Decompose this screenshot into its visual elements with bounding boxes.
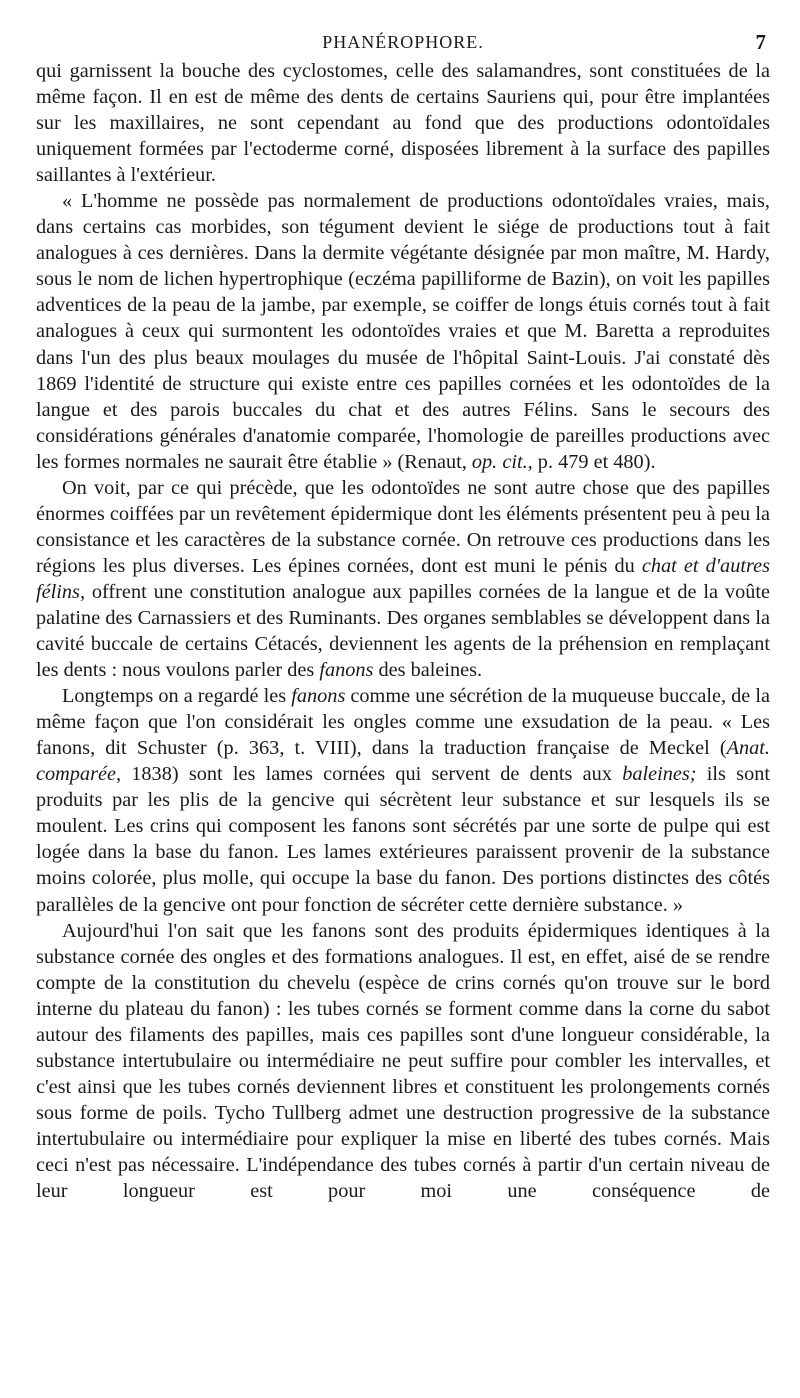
- text-run: « L'homme ne possède pas normalement de productions odontoïdales vraies, mais, dans certains cas morbides, son tégument devient le siége de productions tout à fait analogues à ces dernières. Dans la dermite végétante désignée par mon maître, M. Hardy, sous le nom de lichen hypertrophique (eczéma papilliforme de Bazin), on voit les papilles adventices de la peau de la jambe, par exemple, se coiffer de longs étuis cornés tout à fait analogues à ceux qui surmontent les odontoïdes vraies et que M. Baretta a reproduites dans l'un des plus beaux moulages du musée de l'hôpital Saint-Louis. J'ai constaté dès 1869 l'identité de structure qui existe entre ces papilles cornées et les odontoïdes de la langue et des parois buccales du chat et des autres Félins. Sans le secours des considérations générales d'anatomie comparée, l'homologie de pareilles productions avec les formes normales ne saurait être établie » (Renaut,: [36, 190, 770, 473]
- page-number: 7: [755, 30, 766, 54]
- paragraph-p5: [36, 918, 770, 1205]
- running-title: PHANÉROPHORE.: [322, 32, 484, 52]
- italic-text: chat et d'autres félins: [36, 554, 771, 603]
- italic-text: op. cit.: [471, 450, 528, 473]
- paragraph-p3: [36, 475, 770, 683]
- text-run: ils sont produits par les plis de la gencive qui sécrètent leur substance et sur lesquels ils se moulent. Les crins qui composent les fanons sont sécrétés par une sorte de pulpe qui est logée dans la base du fanon. Les lames extérieures paraissent provenir de la substance moins colorée, plus molle, qui occupe la base du fanon. Des portions distinctes des côtés parallèles de la gencive ont pour fonction de sécréter cette dernière substance. »: [36, 763, 770, 916]
- text-run: , 1838) sont les lames cornées qui servent de dents aux: [115, 763, 623, 786]
- text-run: Longtemps on a regardé les: [62, 685, 292, 708]
- text-run: qui garnissent la bouche des cyclostomes, celle des salamandres, sont constituées de la même façon. Il en est de même des dents de certains Sauriens qui, pour être implantées sur les maxillaires, ne sont cependant au fond que des productions odontoïdales uniquement formées par l'ectoderme corné, disposées librement à la surface des papilles saillantes à l'extérieur.: [36, 60, 770, 187]
- page-header: [36, 28, 770, 58]
- paragraph-p2: [36, 188, 770, 475]
- text-run: des baleines.: [373, 659, 483, 682]
- italic-text: fanons: [319, 659, 374, 682]
- text-run: , offrent une constitution analogue aux papilles cornées de la langue et de la voûte palatine des Carnassiers et des Ruminants. Des organes semblables se développent dans la cavité buccale de certains Cétacés, deviennent les agents de la préhension en remplaçant les dents : nous voulons parler des: [36, 580, 770, 682]
- paragraph-p4: [36, 683, 770, 917]
- italic-text: Anat. comparée: [36, 737, 770, 786]
- paragraph-p1: [36, 58, 770, 188]
- text-run: , p. 479 et 480).: [527, 450, 656, 473]
- text-run: On voit, par ce qui précède, que les odontoïdes ne sont autre chose que des papilles énormes coiffées par un revêtement épidermique dont les éléments présentent peu à peu la consistance et les caractères de la substance cornée. On retrouve ces productions dans les régions les plus diverses. Les épines cornées, dont est muni le pénis du: [36, 476, 770, 577]
- text-run: Aujourd'hui l'on sait que les fanons sont des produits épidermiques identiques à la substance cornée des ongles et des formations analogues. Il est, en effet, aisé de se rendre compte de la constitution du chevelu (espèce de crins cornés qu'on trouve sur le bord interne du plateau du fanon) : les tubes cornés se forment comme dans la corne du sabot autour des filaments des papilles, mais ces papilles sont d'une longueur considérable, la substance intertubulaire ou intermédiaire ne peut suffire pour combler les intervalles, et c'est ainsi que les tubes cornés deviennent libres et constituent les prolongements cornés sous forme de poils. Tycho Tullberg admet une destruction progressive de la substance intertubulaire ou intermédiaire pour expliquer la mise en liberté des tubes cornés. Mais ceci n'est pas nécessaire. L'indépendance des tubes cornés à partir d'un certain niveau de leur longueur est pour moi une conséquence de: [36, 919, 770, 1203]
- italic-text: fanons: [291, 685, 346, 708]
- body-text: [36, 58, 770, 1204]
- italic-text: baleines;: [622, 763, 697, 786]
- text-run: comme une sécrétion de la muqueuse buccale, de la même façon que l'on considérait les ongles comme une exsudation de la peau. « Les fanons, dit Schuster (p. 363, t. VIII), dans la traduction française de Meckel (: [36, 685, 770, 760]
